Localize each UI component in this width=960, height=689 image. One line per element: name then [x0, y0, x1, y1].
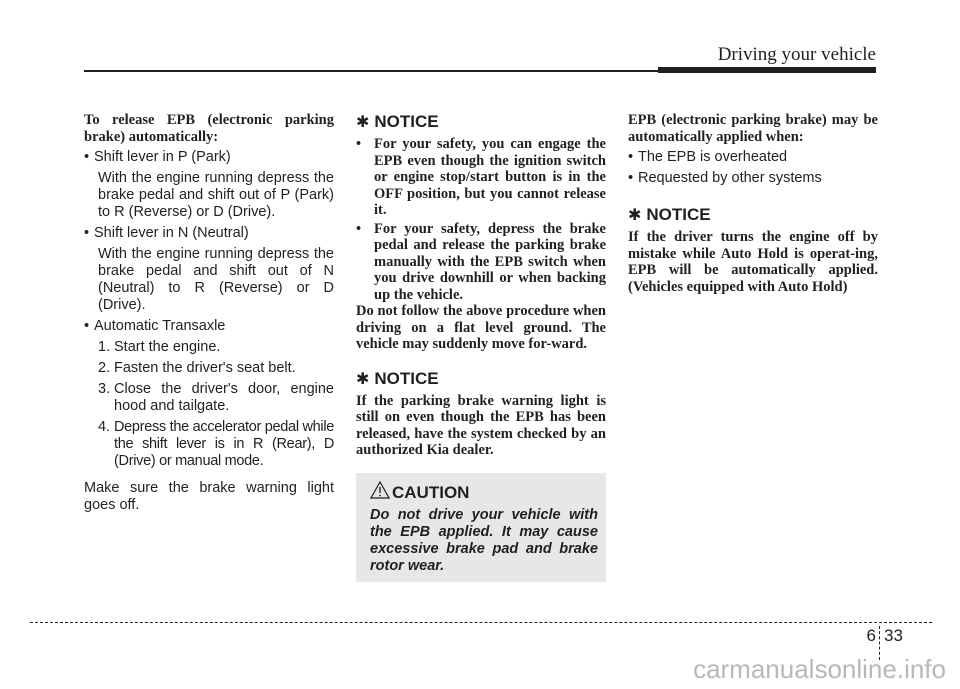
- section-number: 6: [866, 626, 876, 645]
- notice-paragraph: Do not follow the above procedure when driving on a flat level ground. The vehicle may suddenly move for-ward.: [356, 303, 606, 352]
- notice-heading: [356, 112, 606, 133]
- notice-paragraph: If the parking brake warning light is still on even though the EPB has been released, have the system checked by an authorized Kia dealer.: [356, 392, 606, 458]
- notice-bullet-text: For your safety, depress the brake pedal and release the parking brake manually with the EPB switch when you drive downhill or when backing up the vehicle.: [374, 220, 606, 303]
- notice-bullet: • For your safety, depress the brake pedal and release the parking brake manually with the EPB switch when you drive downhill or when backing up the vehicle.: [356, 220, 606, 303]
- bullet-neutral-label: Shift lever in N (Neutral): [94, 225, 249, 241]
- caution-title: CAUTION: [392, 483, 470, 502]
- notice-paragraph: If the driver turns the engine off by mistake while Auto Hold is operat-ing, EPB will be automatically applied. (Vehicles equipped with Auto Hold): [628, 229, 878, 295]
- step-item: [84, 381, 334, 415]
- step-text: Close the driver's door, engine hood and tailgate.: [114, 381, 334, 414]
- bullet-park-label: Shift lever in P (Park): [94, 149, 231, 165]
- step-number: 2.: [98, 360, 111, 376]
- column-left: [84, 112, 334, 514]
- notice-star-icon: ✱: [356, 370, 370, 388]
- list-item: • The EPB is overheated: [628, 149, 788, 165]
- notice-heading: [628, 205, 878, 226]
- bullet-transaxle-label: Automatic Transaxle: [94, 318, 226, 334]
- release-heading: To release EPB (electronic parking brake) automatically:: [84, 112, 334, 145]
- step-text: Depress the accelerator pedal while the shift lever is in R (Rear), D (Drive) or manual mode.: [114, 419, 335, 469]
- step-item: [84, 360, 334, 377]
- bullet-park-text: With the engine running depress the brake pedal and shift out of P (Park) to R (Reverse) or D (Drive).: [98, 170, 334, 220]
- header-bar: [658, 67, 876, 73]
- notice-star-icon: ✱: [628, 207, 642, 224]
- bullet-neutral: • Shift lever in N (Neutral): [84, 225, 249, 241]
- bullet-park: • Shift lever in P (Park): [84, 149, 231, 165]
- notice-bullet-text: For your safety, you can engage the EPB even though the ignition switch or engine stop/start button is in the OFF position, but you cannot release it.: [374, 136, 606, 218]
- notice-label: NOTICE: [374, 368, 439, 388]
- column-right: [628, 112, 878, 295]
- list-item-text: Requested by other systems: [638, 170, 822, 186]
- list-item: • Requested by other systems: [628, 170, 822, 186]
- list-item-text: The EPB is overheated: [638, 149, 788, 165]
- column-middle: [356, 112, 606, 459]
- bullet-neutral-text: With the engine running depress the brake pedal and shift out of N (Neutral) to R (Reverse) or D (Drive).: [98, 246, 334, 313]
- watermark: carmanualsonline.info: [693, 654, 946, 684]
- notice-label: NOTICE: [646, 205, 711, 224]
- step-number: 3.: [98, 381, 111, 397]
- section-title: Driving your vehicle: [717, 44, 876, 65]
- step-item: [84, 419, 334, 470]
- warning-light-note: Make sure the brake warning light goes off.: [84, 480, 334, 513]
- caution-box: [356, 473, 606, 582]
- header-rule: [84, 70, 658, 72]
- footer-rule: [30, 622, 932, 623]
- caution-text: Do not drive your vehicle with the EPB applied. It may cause excessive brake pad and brake rotor wear.: [370, 507, 598, 574]
- step-number: 4.: [98, 419, 110, 435]
- warning-triangle-icon: [370, 481, 390, 499]
- auto-apply-heading: EPB (electronic parking brake) may be automatically applied when:: [628, 112, 878, 145]
- notice-star-icon: ✱: [356, 114, 370, 131]
- notice-bullet: • For your safety, you can engage the EPB even though the ignition switch or engine stop/start button is in the OFF position, but you cannot release it.: [356, 136, 606, 218]
- notice-heading: [356, 369, 606, 390]
- step-text: Start the engine.: [114, 339, 221, 355]
- page-number: 33: [884, 626, 903, 645]
- step-item: [84, 339, 334, 356]
- step-text: Fasten the driver's seat belt.: [114, 360, 296, 376]
- bullet-transaxle: • Automatic Transaxle: [84, 318, 226, 334]
- notice-label: NOTICE: [374, 112, 439, 131]
- step-number: 1.: [98, 339, 111, 355]
